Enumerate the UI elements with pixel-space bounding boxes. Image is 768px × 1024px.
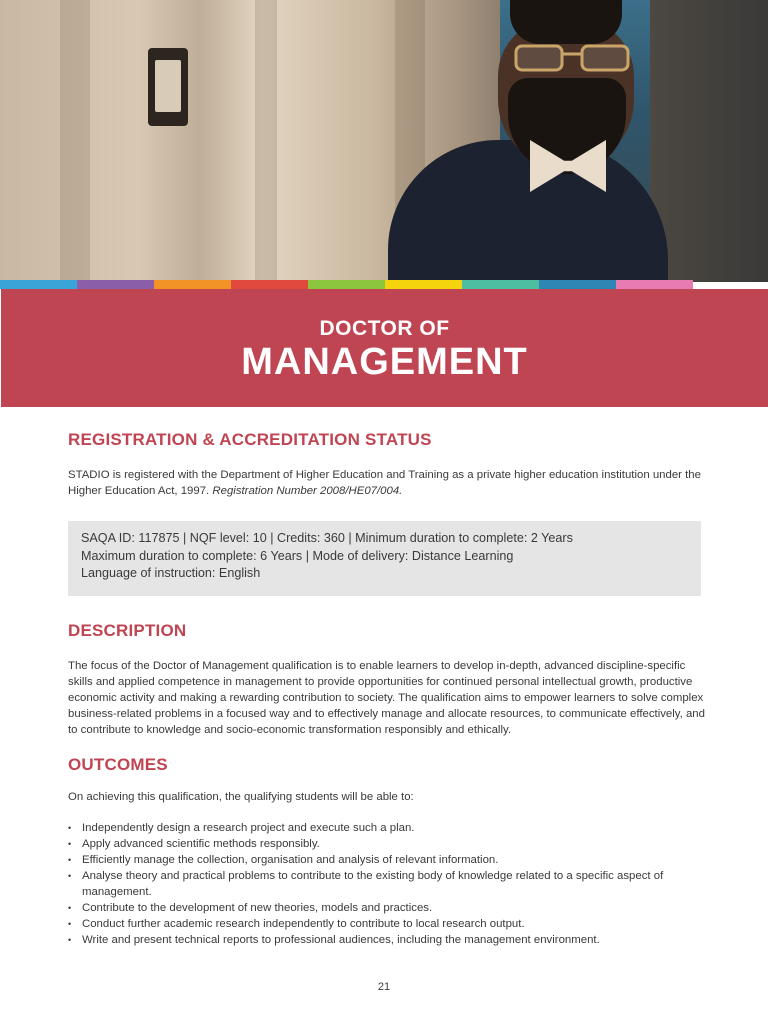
registration-text: STADIO is registered with the Department of Higher Education and Training as a private higher education institution under the Higher Education Act, 1997. Registration Number 2008/HE07/004. [68, 469, 701, 497]
list-item: • Independently design a research project and execute such a plan. [68, 820, 708, 836]
page-number: 21 [377, 981, 391, 993]
outcomes-intro: On achieving this qualification, the qualifying students will be able to: [68, 791, 414, 803]
banner-kicker: DOCTOR OF [319, 317, 450, 340]
stripe-segment [539, 280, 616, 289]
outcomes-heading: OUTCOMES [68, 755, 168, 774]
stripe-segment [77, 280, 154, 289]
description-heading: DESCRIPTION [68, 621, 187, 640]
registration-number: Registration Number 2008/HE07/004. [212, 485, 403, 497]
list-item: • Conduct further academic research independently to contribute to local research output. [68, 916, 708, 932]
qualification-facts-box [68, 521, 701, 596]
page-title: MANAGEMENT [241, 341, 528, 383]
registration-heading: REGISTRATION & ACCREDITATION STATUS [68, 430, 432, 449]
glasses [512, 42, 632, 74]
stripe-segment [616, 280, 693, 289]
list-item: • Apply advanced scientific methods responsibly. [68, 836, 708, 852]
stripe-segment [308, 280, 385, 289]
color-stripe [0, 280, 693, 289]
hero-photo [0, 0, 768, 282]
list-item: • Write and present technical reports to professional audiences, including the management environment. [68, 932, 708, 948]
title-banner [1, 289, 768, 407]
list-item: • Efficiently manage the collection, organisation and analysis of relevant information. [68, 852, 708, 868]
list-item: • Analyse theory and practical problems to contribute to the existing body of knowledge related to a specific aspect of management. [68, 868, 708, 900]
facts-line-2: Maximum duration to complete: 6 Years | Mode of delivery: Distance Learning [81, 548, 514, 563]
stripe-segment [0, 280, 77, 289]
stripe-segment [154, 280, 231, 289]
description-text: The focus of the Doctor of Management qualification is to enable learners to develop in-depth, advanced discipline-specific skills and applied competence in management to provide opportunities for continued personal intellectual growth, productive economic activity and making a rewarding contribution to society. The qualification aims to empower learners to solve complex business-related problems in a focused way and to effectively manage and allocate resources, to communicate effectively, and to contribute to knowledge and socio-economic transformation responsibly and ethically. [68, 660, 705, 736]
facts-line-1: SAQA ID: 117875 | NQF level: 10 | Credits: 360 | Minimum duration to complete: 2 Years [81, 531, 573, 545]
stripe-segment [462, 280, 539, 289]
outcomes-list [68, 820, 708, 948]
facts-line-3: Language of instruction: English [81, 566, 261, 580]
list-item: • Contribute to the development of new theories, models and practices. [68, 900, 708, 916]
stripe-segment [231, 280, 308, 289]
stripe-segment [385, 280, 462, 289]
